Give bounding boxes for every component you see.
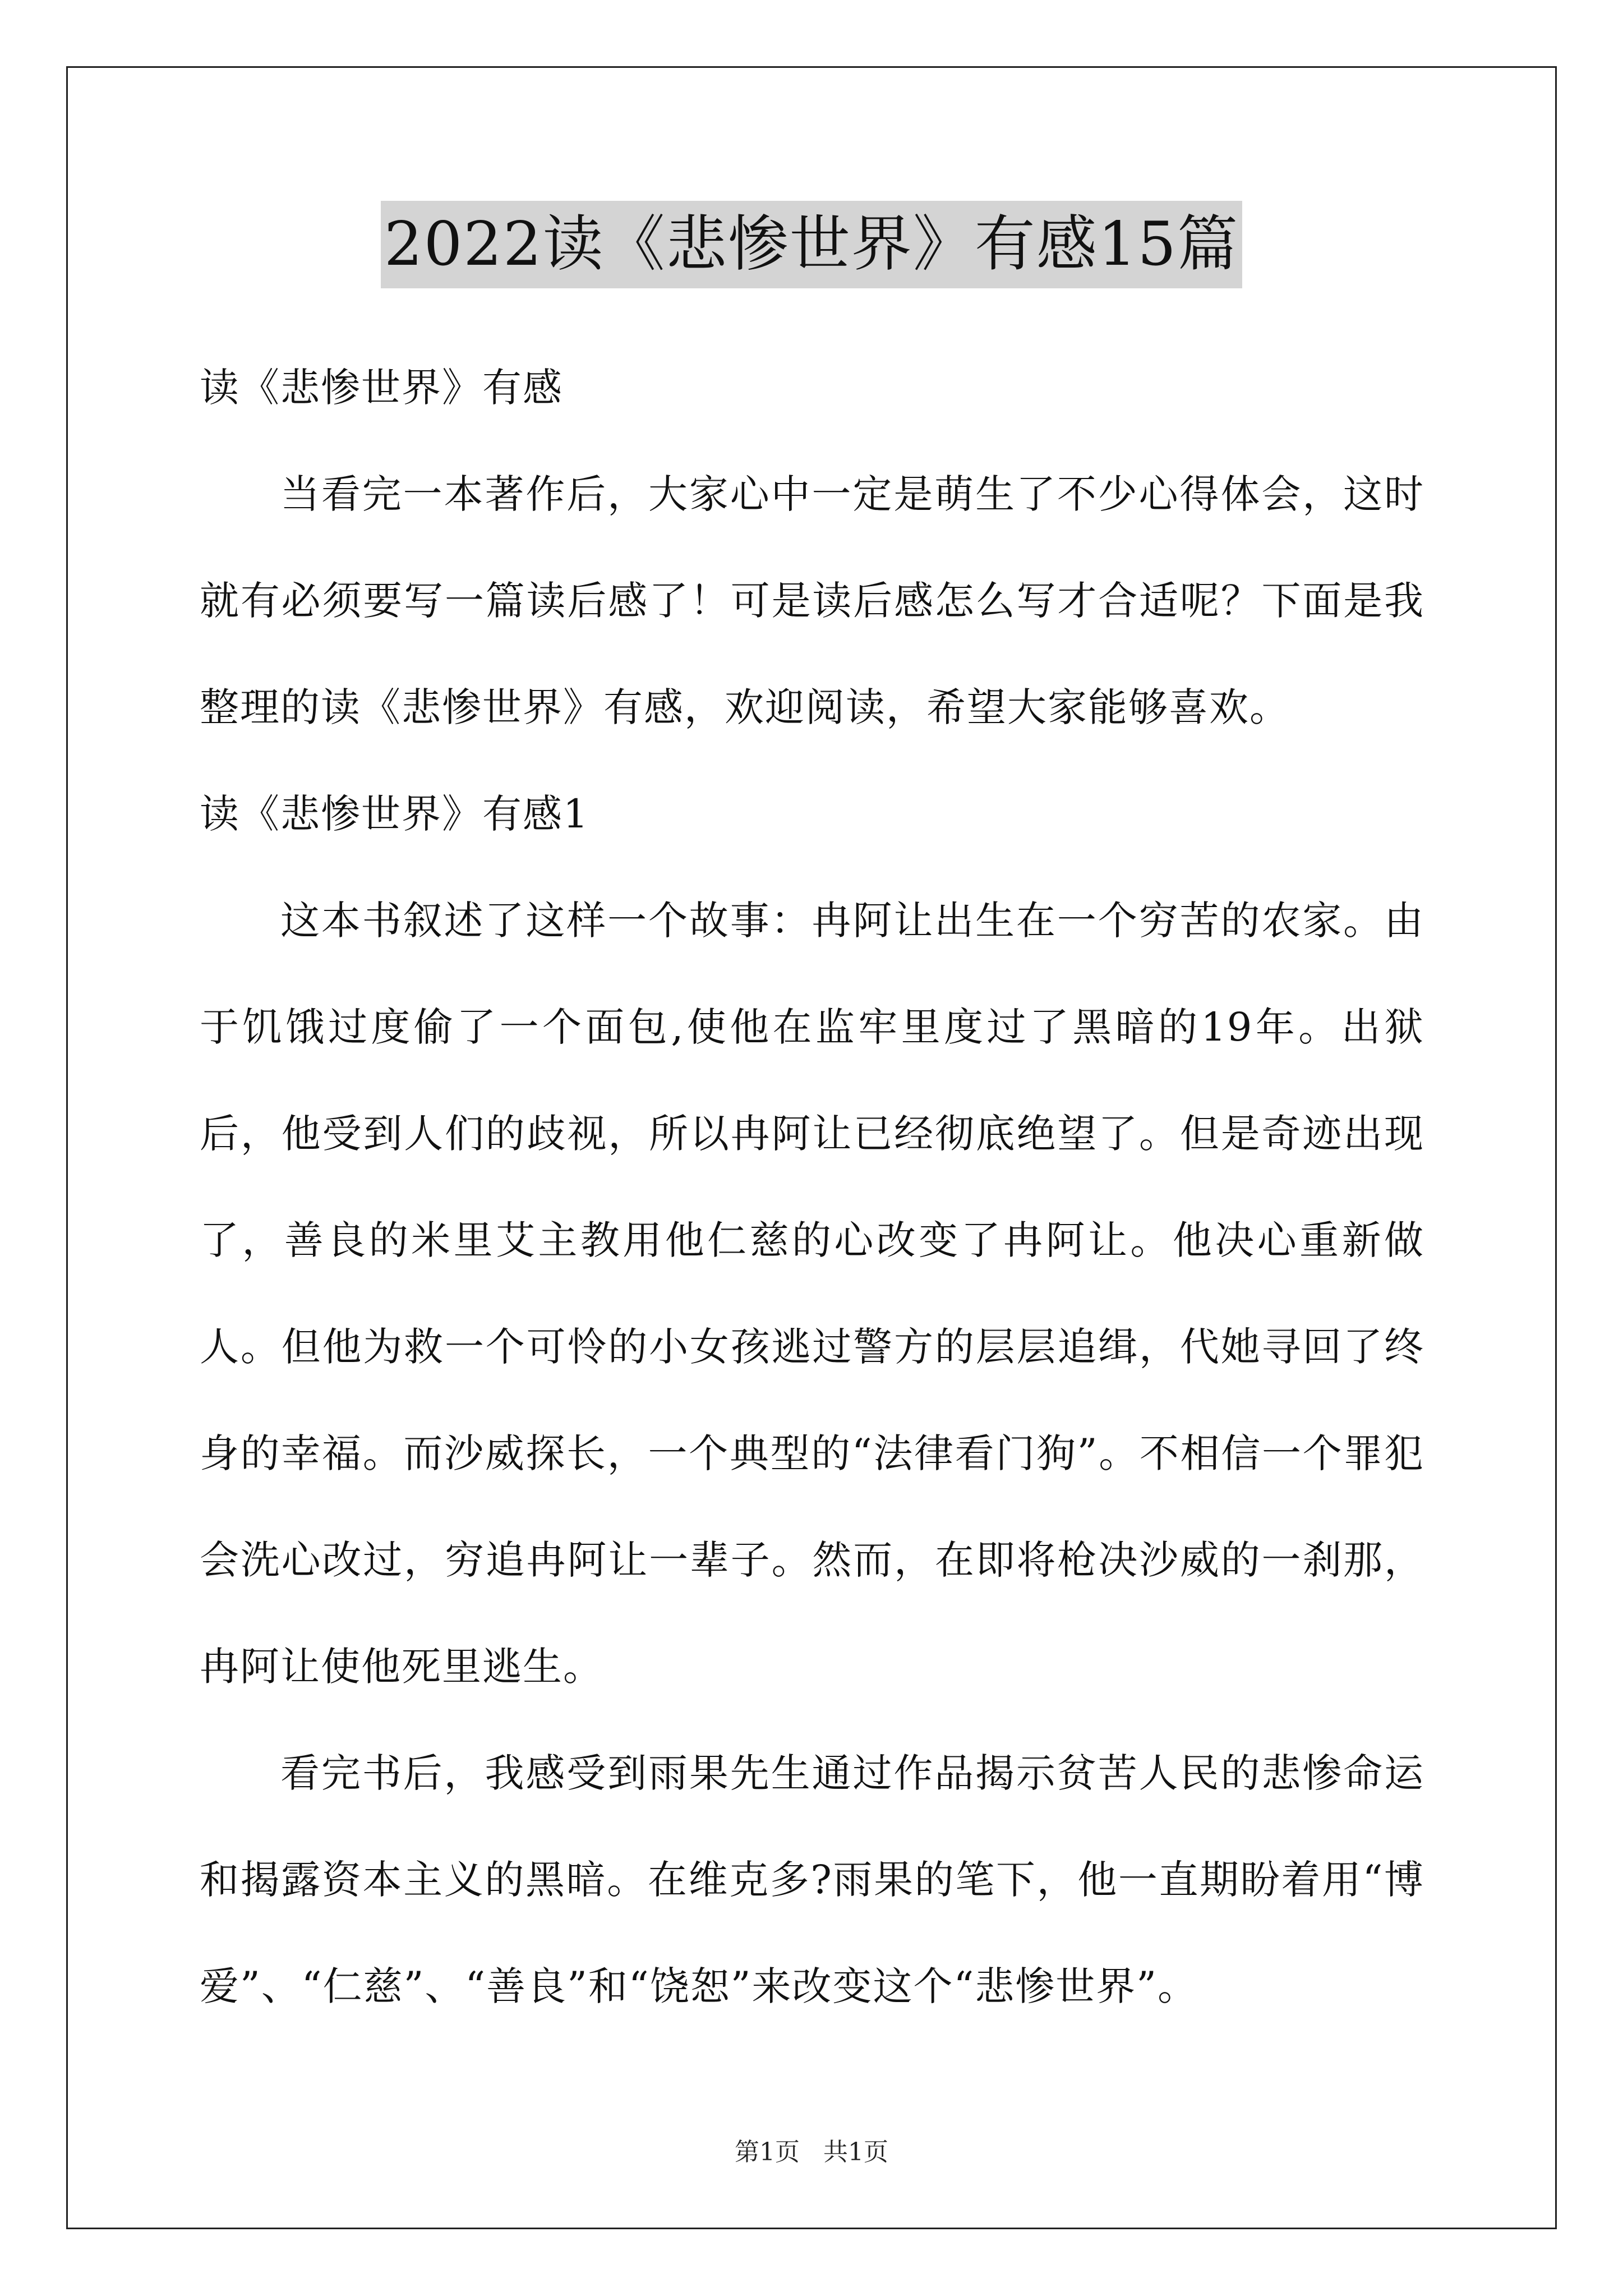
document-title: 2022读《悲惨世界》有感15篇 bbox=[381, 201, 1242, 288]
document-body bbox=[200, 334, 1424, 2040]
title-container bbox=[0, 201, 1623, 288]
body-paragraph: 这本书叙述了这样一个故事：冉阿让出生在一个穷苦的农家。由于饥饿过度偷了一个面包,使他在监牢里度过了黑暗的19年。出狱后，他受到人们的歧视，所以冉阿让已经彻底绝望了。但是奇迹出现了，善良的米里艾主教用他仁慈的心改变了冉阿让。他决心重新做人。但他为救一个可怜的小女孩逃过警方的层层追缉，代她寻回了终身的幸福。而沙威探长，一个典型的“法律看门狗”。不相信一个罪犯会洗心改过，穷追冉阿让一辈子。然而，在即将枪决沙威的一刹那，冉阿让使他死里逃生。 bbox=[200, 898, 1424, 1690]
page-footer: 第1页 共1页 bbox=[735, 2138, 888, 2166]
section-heading: 读《悲惨世界》有感1 bbox=[200, 791, 589, 837]
body-paragraph: 看完书后，我感受到雨果先生通过作品揭示贫苦人民的悲惨命运和揭露资本主义的黑暗。在维克多?雨果的笔下，他一直期盼着用“博爱”、“仁慈”、“善良”和“饶恕”来改变这个“悲惨世界”。 bbox=[200, 1750, 1424, 2009]
section-heading: 读《悲惨世界》有感 bbox=[200, 365, 563, 411]
intro-paragraph: 当看完一本著作后，大家心中一定是萌生了不少心得体会，这时就有必须要写一篇读后感了！可是读后感怎么写才合适呢？下面是我整理的读《悲惨世界》有感，欢迎阅读，希望大家能够喜欢。 bbox=[200, 471, 1424, 730]
